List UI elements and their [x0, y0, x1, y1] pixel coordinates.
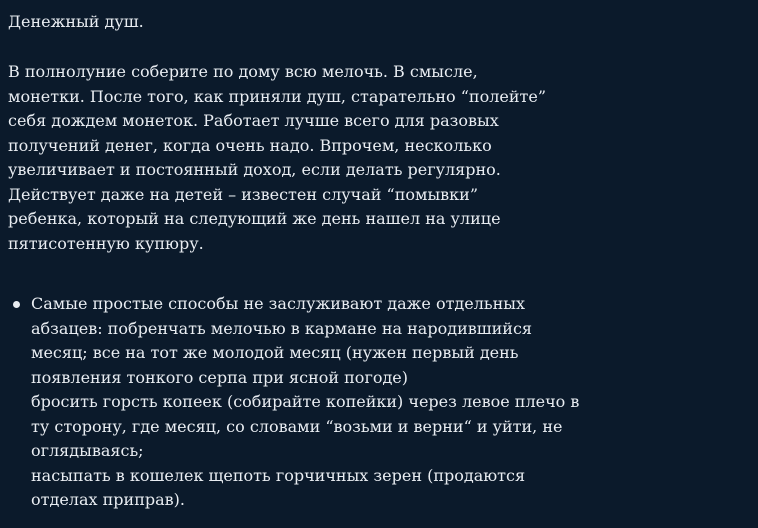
paragraph-line: получений денег, когда очень надо. Впрочем, несколько [8, 135, 492, 155]
paragraph-line: Действует даже на детей – известен случай “помывки” [8, 184, 479, 204]
bullet-line: оглядываясь; [31, 441, 144, 460]
money-shower-paragraph [8, 60, 546, 256]
bullet-line: ту сторону, где месяц, со словами “возьми и верни“ и уйти, не [31, 416, 563, 436]
bullet-line: Самые простые способы не заслуживают даже отдельных [31, 294, 526, 313]
paragraph-line: В полнолуние соберите по дому всю мелочь. В смысле, [8, 62, 478, 81]
paragraph-line: себя дождем монеток. Работает лучше всего для разовых [8, 111, 499, 130]
document-page [8, 8, 748, 520]
paragraph-line: пятисотенную купюру. [8, 233, 204, 253]
bullet-dot-icon [13, 301, 20, 308]
paragraph-line: ребенка, который на следующий же день нашел на улице [8, 209, 501, 228]
bullet-line: бросить горсть копеек (собирайте копейки) через левое плечо в [31, 392, 580, 411]
bullet-line: абзацев: побренчать мелочью в кармане на народившийся [31, 318, 532, 338]
document-title: Денежный душ. [8, 12, 144, 31]
bullet-line: насыпать в кошелек щепоть горчичных зерен (продаются [31, 465, 526, 485]
paragraph-line: увеличивает и постоянный доход, если делать регулярно. [8, 160, 501, 179]
paragraph-line: монетки. После того, как приняли душ, старательно “полейте” [8, 86, 546, 106]
bullet-text [31, 292, 579, 513]
bullet-line: месяц; все на тот же молодой месяц (нужен первый день [31, 343, 519, 362]
bullet-line: отделах приправ). [31, 490, 185, 509]
bullet-line: появления тонкого серпа при ясной погоде) [31, 367, 409, 387]
